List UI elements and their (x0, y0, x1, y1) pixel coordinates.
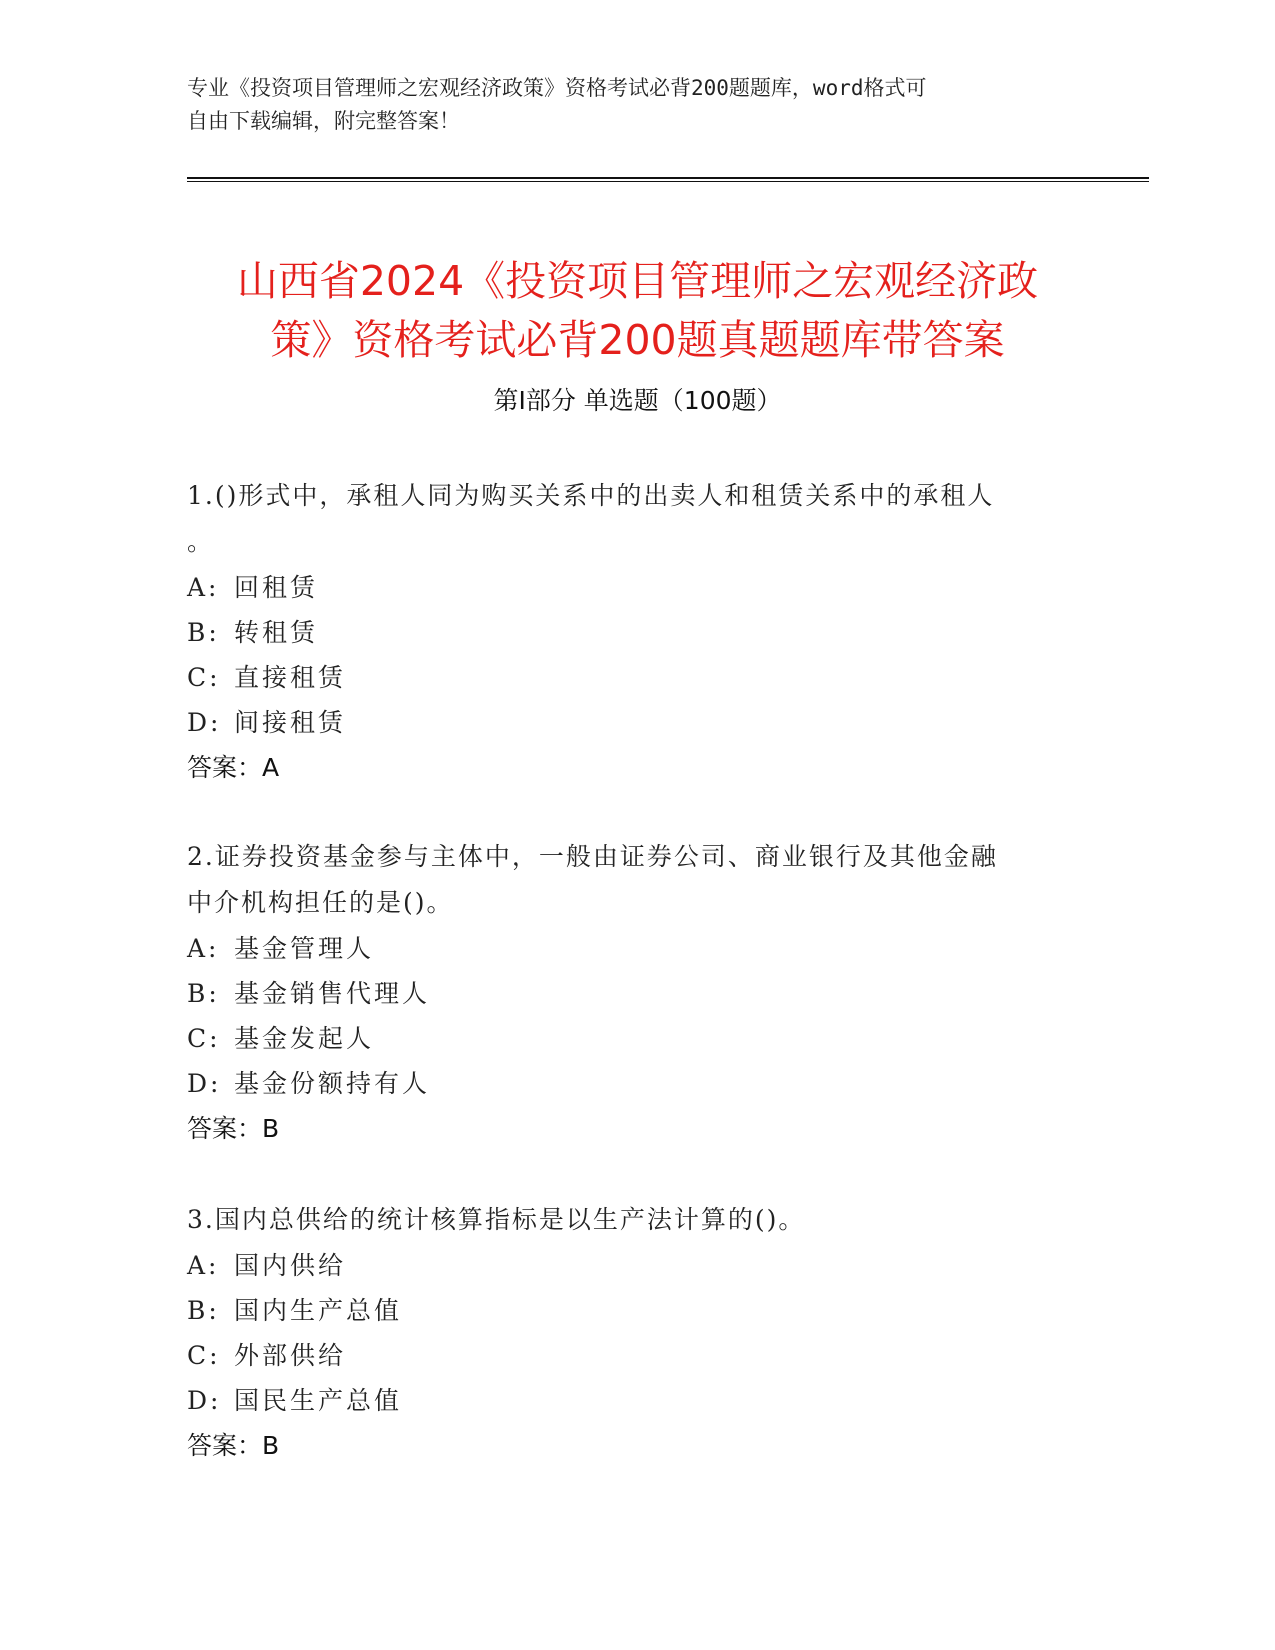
question-text-line-2: 中介机构担任的是()。 (187, 888, 454, 917)
option-letter: C: (187, 663, 221, 692)
option-text: 间接租赁 (234, 708, 347, 737)
question-text (187, 1197, 1067, 1243)
question-text-line-1: 2.证券投资基金参与主体中，一般由证券公司、商业银行及其他金融 (187, 842, 998, 871)
document-title (150, 252, 1125, 370)
answer-label: 答案： (187, 753, 263, 782)
option-b (187, 610, 1067, 655)
answer-value: B (262, 1114, 280, 1143)
option-d (187, 1061, 1067, 1106)
question-3 (187, 1197, 1067, 1468)
option-text: 直接租赁 (234, 663, 347, 692)
answer-line (187, 745, 1067, 790)
question-text (187, 834, 1067, 926)
option-a (187, 565, 1067, 610)
option-letter: D: (187, 1386, 222, 1415)
answer-line (187, 1423, 1067, 1468)
section-title: 第Ⅰ部分 单选题（100题） (493, 386, 782, 415)
option-d (187, 700, 1067, 745)
option-c (187, 1016, 1067, 1061)
option-text: 回租赁 (234, 573, 319, 602)
header-note-line-1: 专业《投资项目管理师之宏观经济政策》资格考试必背200题题库，word格式可 (187, 76, 927, 100)
option-c (187, 655, 1067, 700)
option-letter: A: (187, 934, 220, 963)
option-b (187, 1288, 1067, 1333)
document-header-note (187, 72, 1087, 138)
option-c (187, 1333, 1067, 1378)
option-text: 国内供给 (234, 1251, 347, 1280)
option-letter: D: (187, 708, 222, 737)
option-letter: B: (187, 1296, 220, 1325)
document-title-line-2: 策》资格考试必背200题真题题库带答案 (270, 316, 1005, 365)
answer-line (187, 1106, 1067, 1151)
option-text: 国民生产总值 (234, 1386, 403, 1415)
answer-label: 答案： (187, 1114, 263, 1143)
option-text: 外部供给 (234, 1341, 347, 1370)
option-text: 基金份额持有人 (234, 1069, 431, 1098)
option-letter: D: (187, 1069, 222, 1098)
question-1 (187, 473, 1067, 790)
option-letter: A: (187, 1251, 220, 1280)
question-text-line-2: 。 (187, 527, 215, 556)
document-title-line-1: 山西省2024《投资项目管理师之宏观经济政 (236, 257, 1039, 306)
option-letter: B: (187, 618, 220, 647)
question-text-line-1: 1.()形式中，承租人同为购买关系中的出卖人和租赁关系中的承租人 (187, 481, 995, 510)
answer-label: 答案： (187, 1431, 263, 1460)
option-text: 基金管理人 (234, 934, 375, 963)
option-letter: A: (187, 573, 220, 602)
option-text: 基金发起人 (234, 1024, 375, 1053)
question-2 (187, 834, 1067, 1151)
answer-value: A (262, 753, 280, 782)
question-text-line-1: 3.国内总供给的统计核算指标是以生产法计算的()。 (187, 1205, 806, 1234)
option-a (187, 926, 1067, 971)
option-letter: C: (187, 1024, 221, 1053)
option-letter: B: (187, 979, 220, 1008)
question-text (187, 473, 1067, 565)
option-text: 转租赁 (234, 618, 319, 647)
answer-value: B (262, 1431, 280, 1460)
header-divider (187, 177, 1149, 182)
option-a (187, 1243, 1067, 1288)
option-b (187, 971, 1067, 1016)
option-letter: C: (187, 1341, 221, 1370)
option-text: 基金销售代理人 (234, 979, 431, 1008)
header-note-line-2: 自由下载编辑，附完整答案！ (187, 109, 460, 133)
option-text: 国内生产总值 (234, 1296, 403, 1325)
option-d (187, 1378, 1067, 1423)
